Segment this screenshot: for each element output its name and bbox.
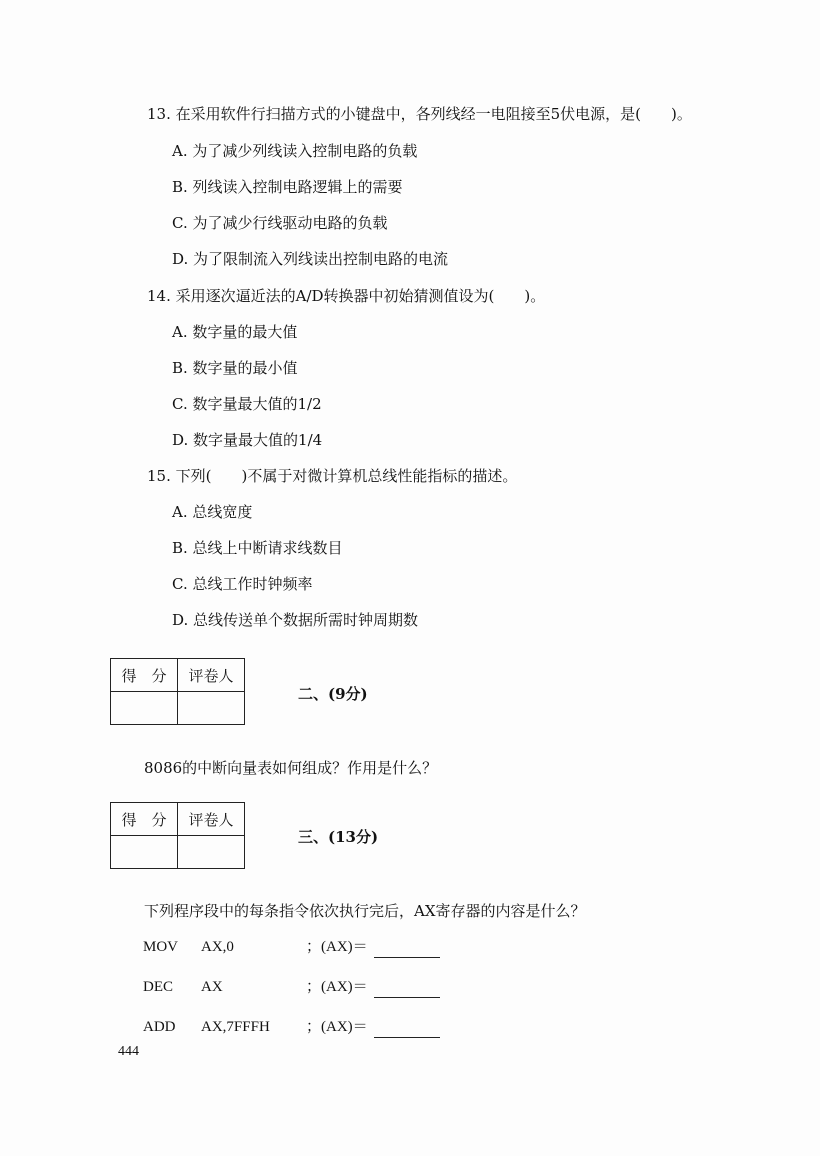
code-line-3-comment: ；(AX)＝	[306, 1019, 368, 1035]
question-14-option-c: C. 数字量最大值的1/2	[172, 395, 322, 413]
score-box-section-3	[110, 802, 245, 869]
score-input-cell[interactable]	[111, 836, 178, 869]
grader-input-cell[interactable]	[178, 836, 245, 869]
grader-header-cell: 评卷人	[178, 659, 245, 692]
grader-header-cell: 评卷人	[178, 803, 245, 836]
question-13-option-c: C. 为了减少行线驱动电路的负载	[172, 214, 388, 232]
question-13-option-b: B. 列线读入控制电路逻辑上的需要	[172, 178, 403, 196]
code-line-2-comment: ；(AX)＝	[306, 979, 368, 995]
score-header-cell: 得 分	[111, 803, 178, 836]
question-13-stem: 13. 在采用软件行扫描方式的小键盘中，各列线经一电阻接至5伏电源，是( )。	[147, 105, 692, 123]
code-line-2-args: AX	[201, 979, 223, 995]
question-14-option-a: A. 数字量的最大值	[172, 323, 298, 341]
page-number: 444	[118, 1044, 139, 1059]
question-15-option-a: A. 总线宽度	[172, 503, 253, 521]
question-14-option-b: B. 数字量的最小值	[172, 359, 298, 377]
score-input-cell[interactable]	[111, 692, 178, 725]
code-line-1-args: AX,0	[201, 939, 234, 955]
answer-blank-2[interactable]	[374, 997, 440, 998]
code-line-3-args: AX,7FFFH	[201, 1019, 270, 1035]
question-15-option-d: D. 总线传送单个数据所需时钟周期数	[172, 611, 419, 629]
score-box-section-2	[110, 658, 245, 725]
section-2-question: 8086的中断向量表如何组成？作用是什么？	[144, 759, 438, 777]
question-15-option-c: C. 总线工作时钟频率	[172, 575, 313, 593]
grader-input-cell[interactable]	[178, 692, 245, 725]
question-13-option-a: A. 为了减少列线读入控制电路的负载	[172, 142, 418, 160]
code-line-1-comment: ；(AX)＝	[306, 939, 368, 955]
question-14-option-d: D. 数字量最大值的1/4	[172, 431, 323, 449]
section-2-title: 二、(9分)	[298, 685, 368, 703]
code-line-1-op: MOV	[143, 939, 179, 955]
answer-blank-3[interactable]	[374, 1037, 440, 1038]
question-15-stem: 15. 下列( )不属于对微计算机总线性能指标的描述。	[147, 467, 518, 485]
section-3-title: 三、(13分)	[298, 828, 379, 846]
question-15-option-b: B. 总线上中断请求线数目	[172, 539, 343, 557]
section-3-question: 下列程序段中的每条指令依次执行完后，AX寄存器的内容是什么？	[144, 902, 586, 920]
question-14-stem: 14. 采用逐次逼近法的A/D转换器中初始猜测值设为( )。	[147, 287, 546, 305]
code-line-2-op: DEC	[143, 979, 173, 995]
question-13-option-d: D. 为了限制流入列线读出控制电路的电流	[172, 250, 449, 268]
score-header-cell: 得 分	[111, 659, 178, 692]
code-line-3-op: ADD	[143, 1019, 176, 1035]
answer-blank-1[interactable]	[374, 957, 440, 958]
